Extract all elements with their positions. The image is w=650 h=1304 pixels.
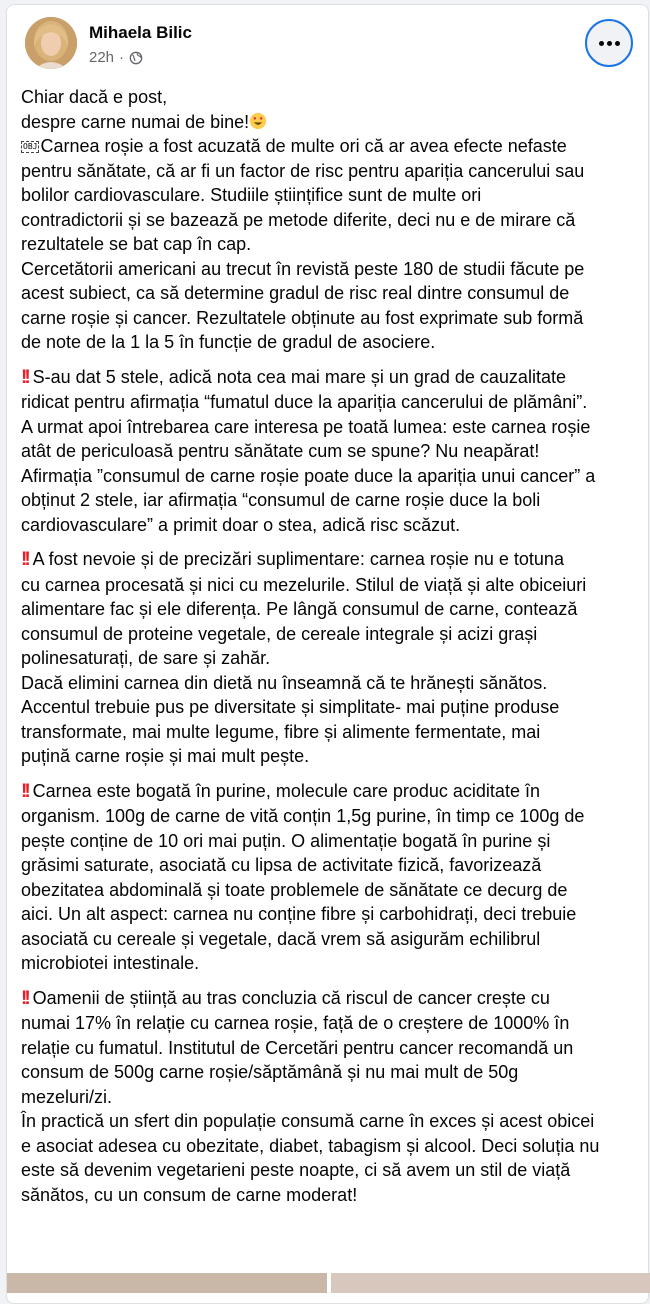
- text-line: A urmat apoi întrebarea care interesa pe toată lumea: este carnea roșie: [21, 415, 637, 440]
- text-line: polinesaturați, de sare și zahăr.: [21, 646, 637, 671]
- text-line: obținut 2 stele, iar afirmația “consumul de carne roșie duce la boli: [21, 488, 637, 513]
- text-line: atât de periculoasă pentru sănătate cum se spune? Nu neapărat!: [21, 439, 637, 464]
- text-line: În practică un sfert din populație consumă carne în exces și acest obicei: [21, 1109, 637, 1134]
- text-line: consum de 500g carne roșie/săptămână și nu mai mult de 50g: [21, 1060, 637, 1085]
- author-avatar[interactable]: [25, 17, 77, 69]
- text-fragment: Oamenii de știință au tras concluzia că riscul de cancer crește cu: [33, 988, 550, 1008]
- post-time[interactable]: 22h: [89, 49, 114, 66]
- text-line: [21, 547, 637, 573]
- text-line: puțină carne roșie și mai mult pește.: [21, 744, 637, 769]
- text-line: transformate, mai multe legume, fibre și alimente fermentate, mai: [21, 720, 637, 745]
- text-line: microbiotei intestinale.: [21, 951, 637, 976]
- paragraph-conclusion: [21, 986, 637, 1208]
- text-line: carne roșie și cancer. Rezultatele obținute au fost exprimate sub formă: [21, 306, 637, 331]
- text-line: contradictorii și se bazează pe metode diferite, deci nu e de mirare că: [21, 208, 637, 233]
- text-line: asociată cu cereale și vegetale, dacă vrem să asigurăm echilibrul: [21, 927, 637, 952]
- paragraph-stars: [21, 365, 637, 538]
- text-line: cardiovasculare” a primit doar o stea, adică risc scăzut.: [21, 513, 637, 538]
- author-name[interactable]: Mihaela Bilic: [89, 23, 192, 43]
- more-options-button[interactable]: [585, 19, 633, 67]
- text-line: numai 17% în relație cu carnea roșie, față de o creștere de 1000% în: [21, 1011, 637, 1036]
- object-placeholder-icon: OBJ: [21, 141, 39, 153]
- text-line: Accentul trebuie pus pe diversitate și simplitate- mai puține produse: [21, 695, 637, 720]
- text-line: mezeluri/zi.: [21, 1085, 637, 1110]
- text-line: pește conține de 10 ori mai puțin. O alimentație bogată în purine și: [21, 829, 637, 854]
- text-line: pentru sănătate, că ar fi un factor de risc pentru apariția cancerului sau: [21, 159, 637, 184]
- text-line: ridicat pentru afirmația “fumatul duce la apariția cancerului de plămâni”.: [21, 390, 637, 415]
- text-line: organism. 100g de carne de vită conțin 1,5g purine, în timp ce 100g de: [21, 804, 637, 829]
- heart-eyes-emoji-icon: [249, 112, 267, 130]
- text-line: bolilor cardiovasculare. Studiile științifice sunt de multe ori: [21, 183, 637, 208]
- text-line: obezitatea abdominală și toate problemele de sănătate ce decurg de: [21, 878, 637, 903]
- text-line: rezultatele se bat cap în cap.: [21, 232, 637, 257]
- text-line: [21, 986, 637, 1012]
- text-line: acest subiect, ca să determine gradul de risc real dintre consumul de: [21, 281, 637, 306]
- text-line: Chiar dacă e post,: [21, 85, 637, 110]
- text-line: Cercetătorii americani au trecut în revistă peste 180 de studii făcute pe: [21, 257, 637, 282]
- text-fragment: Carnea este bogată în purine, molecule care produc aciditate în: [33, 781, 540, 801]
- text-line: alimentare fac și ele diferența. Pe lângă consumul de carne, contează: [21, 597, 637, 622]
- globe-icon[interactable]: [129, 51, 143, 65]
- post-card: [6, 4, 649, 1304]
- text-line: [21, 779, 637, 805]
- text-fragment: despre carne numai de bine!: [21, 112, 249, 132]
- more-options-icon: [599, 41, 620, 46]
- paragraph-purines: [21, 779, 637, 976]
- text-line: de note de la 1 la 5 în funcție de gradul de asociere.: [21, 330, 637, 355]
- photo-thumbnail[interactable]: [331, 1273, 650, 1293]
- text-line: e asociat adesea cu obezitate, diabet, tabagism și alcool. Deci soluția nu: [21, 1134, 637, 1159]
- text-line: [21, 134, 637, 159]
- paragraph-intro: [21, 85, 637, 355]
- text-line: [21, 365, 637, 391]
- double-exclamation-icon: !!: [21, 548, 28, 573]
- text-line: Afirmația ”consumul de carne roșie poate duce la apariția unui cancer” a: [21, 464, 637, 489]
- text-line: este să devenim vegetarieni peste noapte, ci să avem un stil de viață: [21, 1158, 637, 1183]
- text-line: consumul de proteine vegetale, de cereale integrale și acizi grași: [21, 622, 637, 647]
- photo-thumbnail[interactable]: [7, 1273, 327, 1293]
- profile-photo-icon: [25, 17, 77, 69]
- text-fragment: Carnea roșie a fost acuzată de multe ori că ar avea efecte nefaste: [40, 136, 566, 156]
- text-line: [21, 110, 637, 135]
- double-exclamation-icon: !!: [21, 987, 28, 1012]
- double-exclamation-icon: !!: [21, 780, 28, 805]
- post-meta: [89, 49, 143, 66]
- meta-separator: ·: [119, 49, 124, 66]
- text-line: cu carnea procesată și nici cu mezelurile. Stilul de viață și alte obiceiuri: [21, 573, 637, 598]
- text-line: Dacă elimini carnea din dietă nu înseamnă că te hrănești sănătos.: [21, 671, 637, 696]
- post-body: [21, 85, 637, 1217]
- text-line: relație cu fumatul. Institutul de Cercetări pentru cancer recomandă un: [21, 1036, 637, 1061]
- attached-photos[interactable]: [7, 1273, 650, 1293]
- text-line: aici. Un alt aspect: carnea nu conține fibre și carbohidrați, deci trebuie: [21, 902, 637, 927]
- text-line: grăsimi saturate, asociată cu lipsa de activitate fizică, favorizează: [21, 853, 637, 878]
- text-fragment: A fost nevoie și de precizări suplimentare: carnea roșie nu e totuna: [33, 549, 564, 569]
- paragraph-clarifications: [21, 547, 637, 769]
- text-line: sănătos, cu un consum de carne moderat!: [21, 1183, 637, 1208]
- double-exclamation-icon: !!: [21, 366, 28, 391]
- text-fragment: S-au dat 5 stele, adică nota cea mai mare și un grad de cauzalitate: [33, 367, 566, 387]
